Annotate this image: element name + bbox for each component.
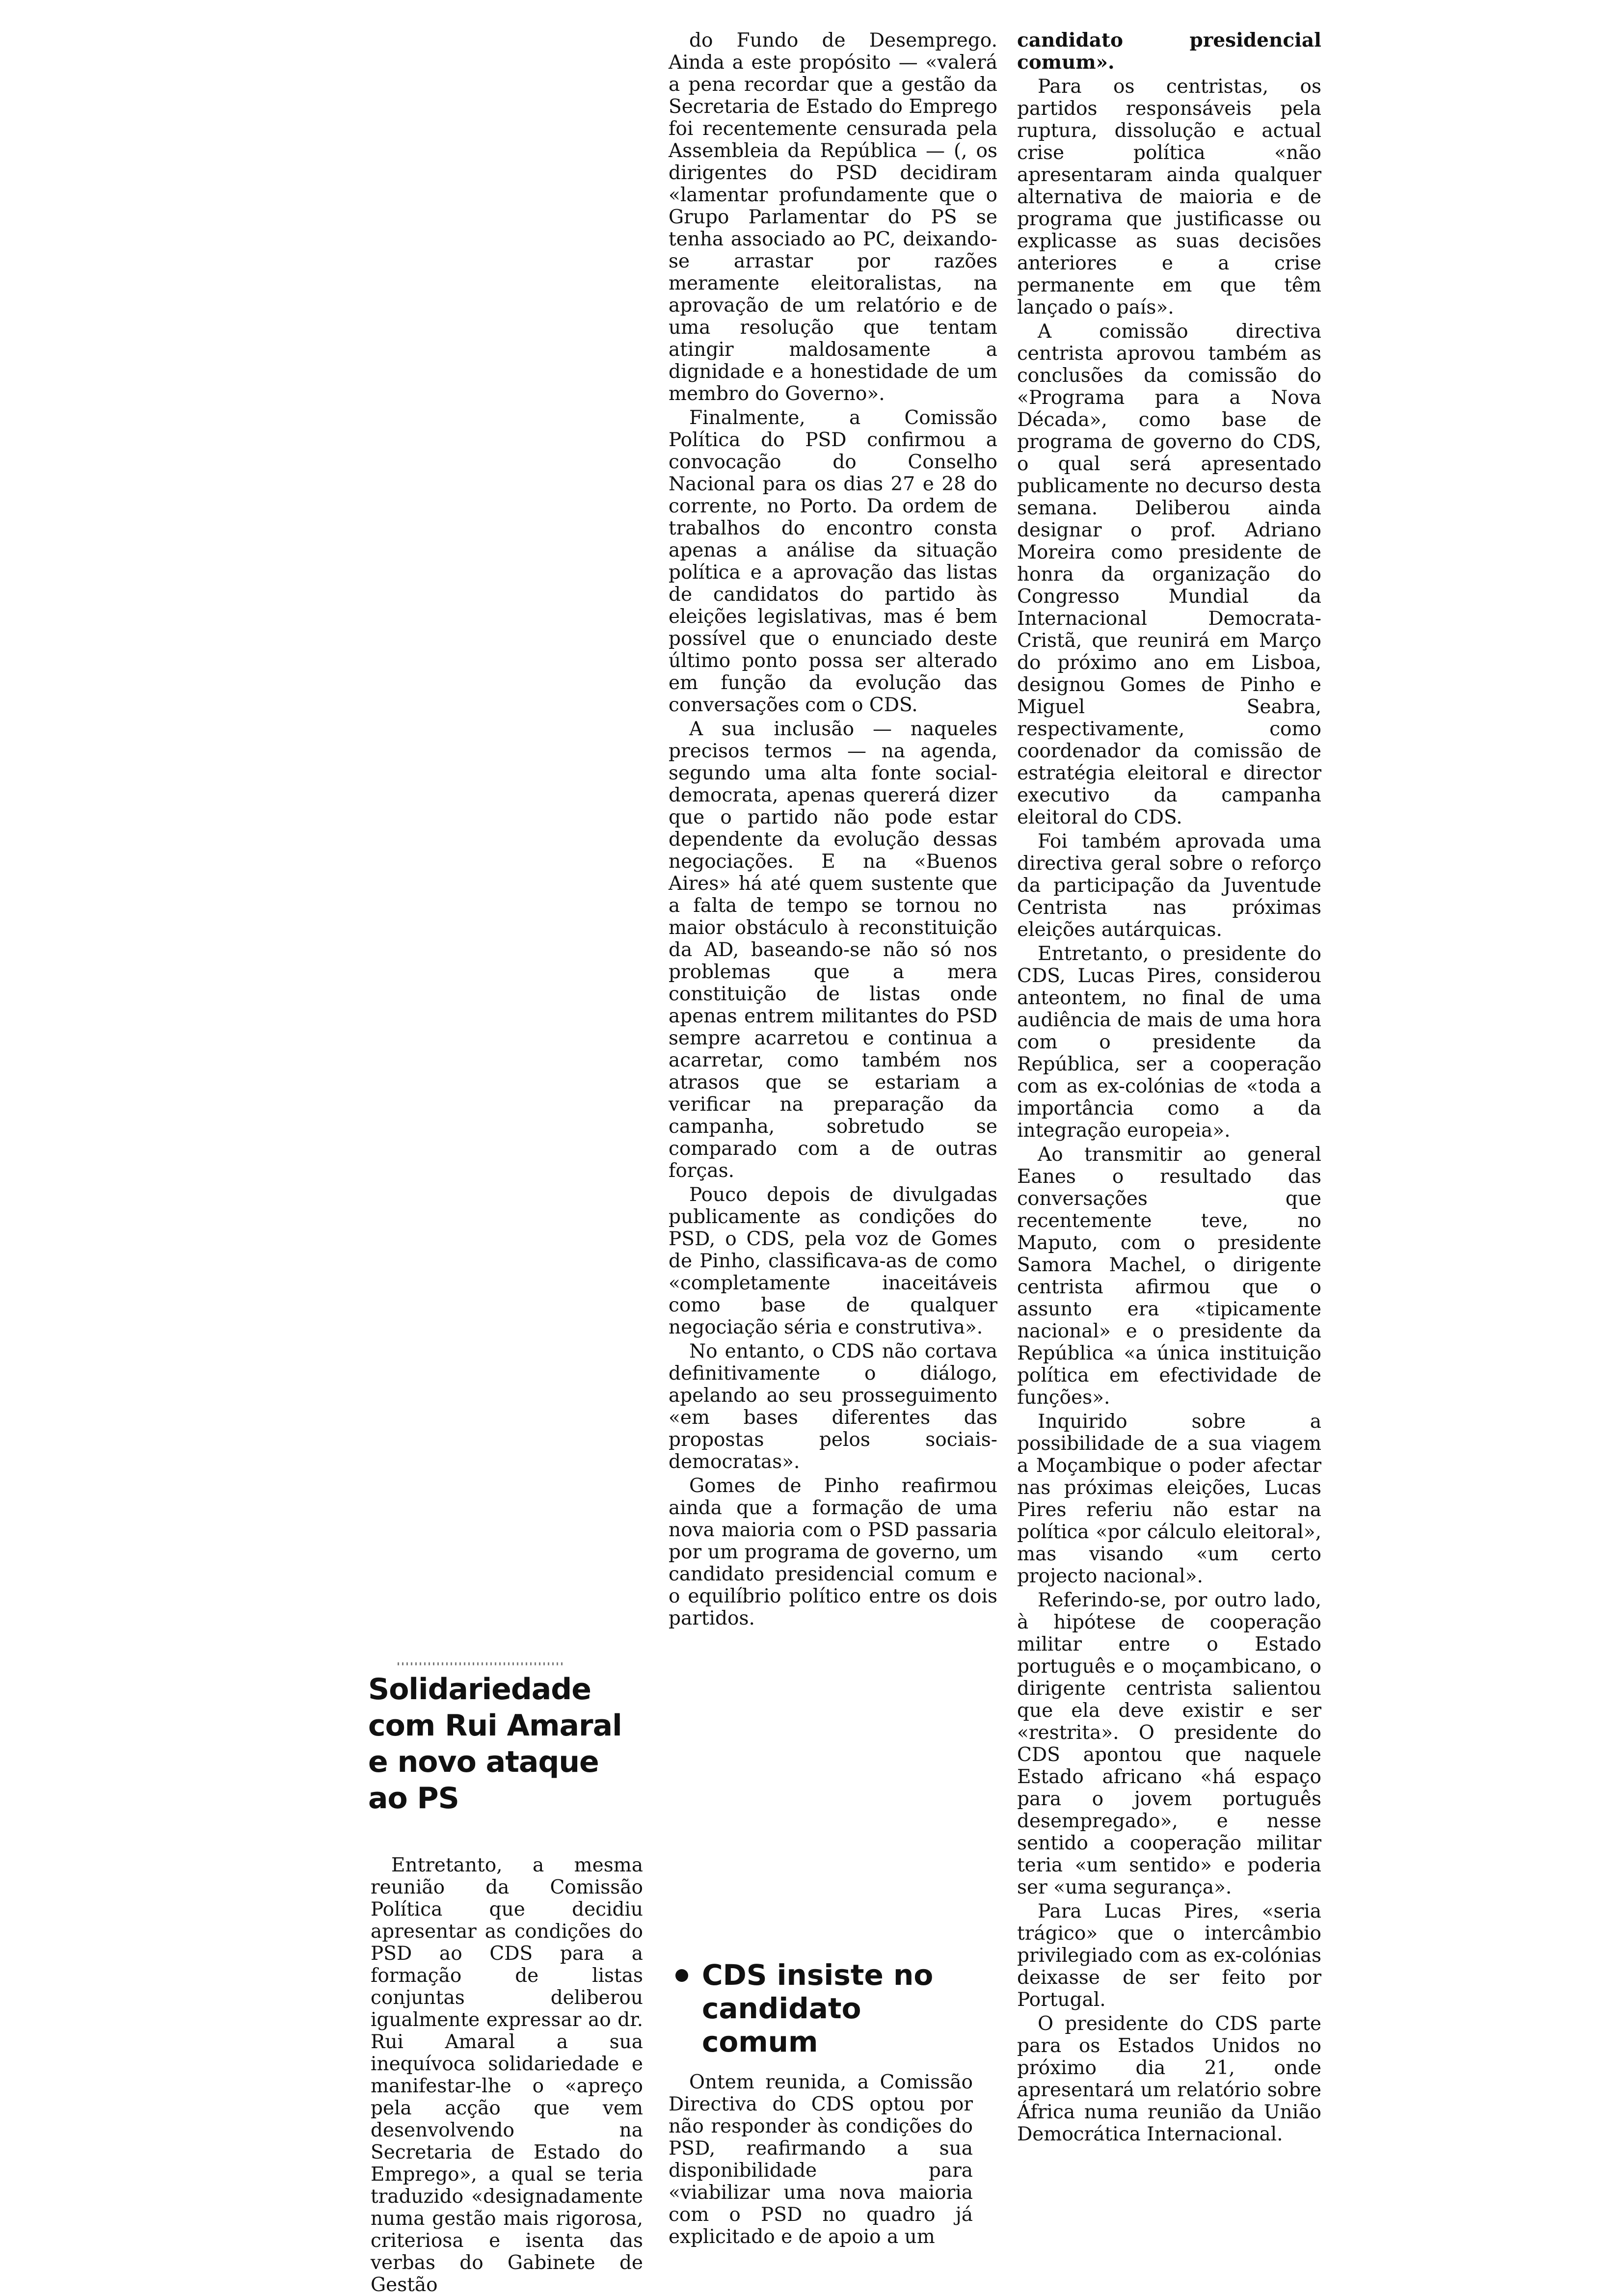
paragraph: Finalmente, a Comissão Política do PSD confirmou a convocação do Conselho Nacional para os dias 27 e 28 do corrente, no Porto. Da ordem de trabalhos do encontro consta apenas a análise da situação política e a aprovação das listas de candidatos do partido às eleições legislativas, mas é bem possível que o enunciado deste último ponto possa ser alterado em função da evolução das conversações com o CDS. [669,407,997,716]
section-subhead [672,1958,947,2058]
sidebar-headline: Solidariedade com Rui Amaral e novo ataque ao PS [368,1672,622,1815]
paragraph: Gomes de Pinho reafirmou ainda que a formação de uma nova maioria com o PSD passaria por um programa de governo, um candidato presidencial comum e o equilíbrio político entre os dois partidos. [669,1475,997,1629]
print-noise [398,1662,564,1665]
subhead-text: CDS insiste no candidato comum [702,1958,934,2058]
paragraph: Referindo-se, por outro lado, à hipótese de cooperação militar entre o Estado português e o moçambicano, o dirigente centrista salientou que ela deve existir e ser «restrita». O presidente do CDS apontou que naquele Estado africano «há espaço para o jovem português desempregado», e nesse sentido a cooperação militar teria «um sentido» e poderia ser «uma segurança». [1017,1589,1321,1898]
paragraph: Inquirido sobre a possibilidade de a sua viagem a Moçambique o poder afectar nas próximas eleições, Lucas Pires referiu não estar na política «por cálculo eleitoral», mas visando «um certo projecto nacional». [1017,1411,1321,1587]
paragraph: do Fundo de Desemprego. Ainda a este propósito — «valerá a pena recordar que a gestão da Secretaria de Estado do Emprego foi recentemente censurada pela Assembleia da República — (, os dirigentes do PSD decidiram «lamentar profundamente que o Grupo Parlamentar do PS se tenha associado ao PC, deixando-se arrastar por razões meramente eleitoralistas, na aprovação de um relatório e de uma resolução que tentam atingir maldosamente a dignidade e a honestidade de um membro do Governo». [669,29,997,405]
sidebar-headline-box [368,1671,643,1816]
article-column-right [1017,29,1321,2145]
paragraph: Ontem reunida, a Comissão Directiva do CDS optou por não responder às condições do PSD, reafirmando a sua disponibilidade para «viabilizar uma nova maioria com o PSD no quadro já explicitado e de apoio a um [669,2071,973,2248]
paragraph: Pouco depois de divulgadas publicamente as condições do PSD, o CDS, pela voz de Gomes de Pinho, classificava-as de como «completamente inaceitáveis como base de qualquer negociação séria e construtiva». [669,1184,997,1338]
paragraph: Para os centristas, os partidos responsáveis pela ruptura, dissolução e actual crise política «não apresentaram ainda qualquer alternativa de maioria e de programa que justificasse ou explicasse as suas decisões anteriores e a crise permanente em que têm lançado o país». [1017,76,1321,319]
article-column-middle-tail [669,2071,973,2248]
subhead-title [672,1958,947,2058]
paragraph: A comissão directiva centrista aprovou também as conclusões da comissão do «Programa para a Nova Década», como base de programa de governo do CDS, o qual será apresentado publicamente no decurso desta semana. Deliberou ainda designar o prof. Adriano Moreira como presidente de honra da organização do Congresso Mundial da Internacional Democrata-Cristã, que reunirá em Março do próximo ano em Lisboa, designou Gomes de Pinho e Miguel Seabra, respectivamente, como coordenador da comissão de estratégia eleitoral e director executivo da campanha eleitoral do CDS. [1017,320,1321,828]
paragraph: candidato presidencial comum». [1017,29,1321,74]
bullet-icon [675,1969,688,1982]
paragraph: Foi também aprovada uma directiva geral sobre o reforço da participação da Juventude Centrista nas próximas eleições autárquicas. [1017,830,1321,941]
paragraph: Entretanto, o presidente do CDS, Lucas Pires, considerou anteontem, no final de uma audiência de mais de uma hora com o presidente da República, ser a cooperação com as ex-colónias de «toda a importância como a da integração europeia». [1017,943,1321,1142]
paragraph: Para Lucas Pires, «seria trágico» que o intercâmbio privilegiado com as ex-colónias deixasse de ser feito por Portugal. [1017,1900,1321,2011]
paragraph: Entretanto, a mesma reunião da Comissão Política que decidiu apresentar as condições do PSD ao CDS para a formação de listas conjuntas deliberou igualmente expressar ao dr. Rui Amaral a sua inequívoca solidariedade e manifestar-lhe o «apreço pela acção que vem desenvolvendo na Secretaria de Estado do Emprego», a qual se teria traduzido «designadamente numa gestão mais rigorosa, criteriosa e isenta das verbas do Gabinete de Gestão [371,1854,643,2296]
paragraph: No entanto, o CDS não cortava definitivamente o diálogo, apelando ao seu prosseguimento «em bases diferentes das propostas pelos sociais-democratas». [669,1340,997,1473]
article-column-left [371,1854,643,2296]
paragraph: A sua inclusão — naqueles precisos termos — na agenda, segundo uma alta fonte social-democrata, apenas quererá dizer que o partido não pode estar dependente da evolução dessas negociações. E na «Buenos Aires» há até quem sustente que a falta de tempo se tornou no maior obstáculo à reconstituição da AD, baseando-se não só nos problemas que a mera constituição de listas onde apenas entrem militantes do PSD sempre acarretou e continua a acarretar, como também nos atrasos que se estariam a verificar na preparação da campanha, sobretudo se comparado com a de outras forças. [669,718,997,1182]
paragraph: Ao transmitir ao general Eanes o resultado das conversações que recentemente teve, no Maputo, com o presidente Samora Machel, o dirigente centrista afirmou que o assunto era «tipicamente nacional» e o presidente da República «a única instituição política em efectividade de funções». [1017,1144,1321,1409]
paragraph: O presidente do CDS parte para os Estados Unidos no próximo dia 21, onde apresentará um relatório sobre África numa reunião da União Democrática Internacional. [1017,2013,1321,2145]
article-column-middle [669,29,997,1629]
